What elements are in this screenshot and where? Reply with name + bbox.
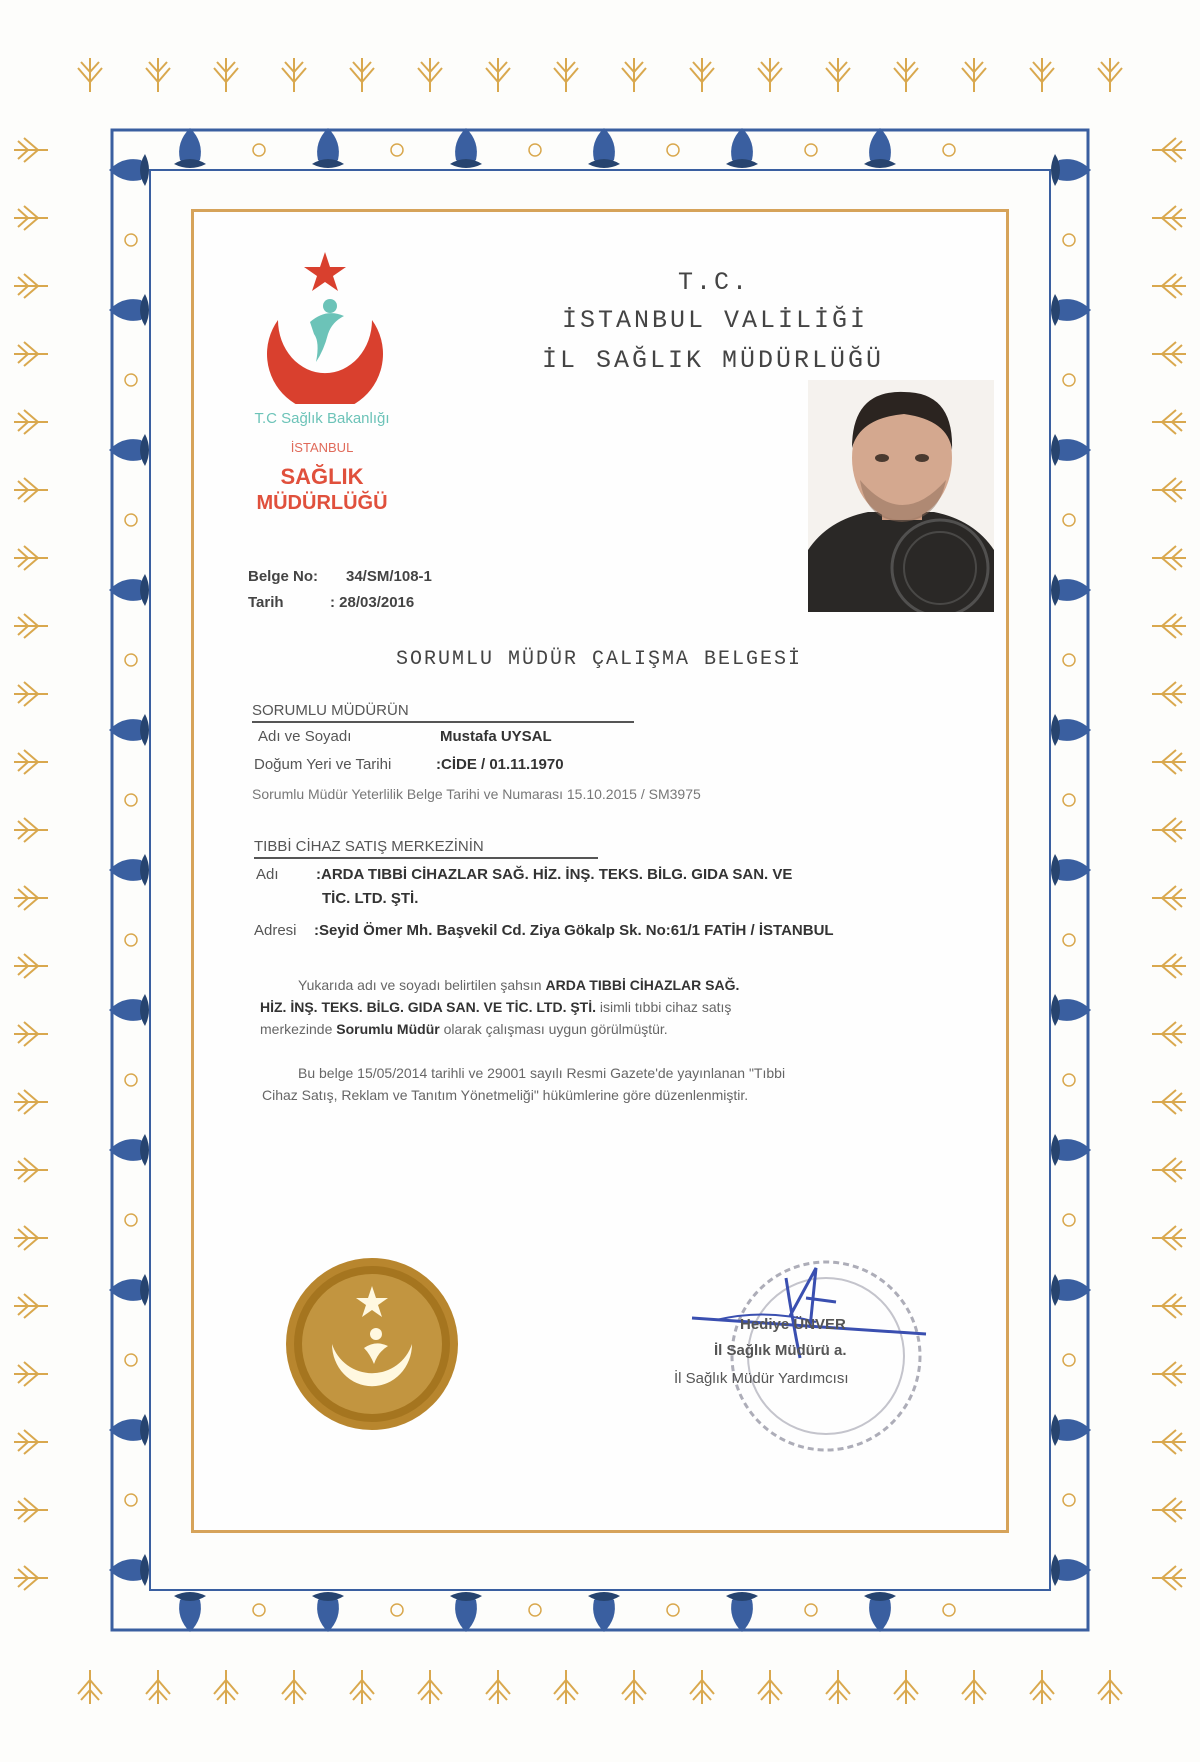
tulip-motif-icon xyxy=(1051,574,1091,606)
gold-sprig-icon xyxy=(14,1430,48,1454)
gold-sprig-icon xyxy=(14,682,48,706)
tulip-motif-icon xyxy=(312,1592,344,1632)
gold-sprig-icon xyxy=(14,1362,48,1386)
swirl-ornament-icon xyxy=(125,514,137,526)
p1-text-a: Yukarıda adı ve soyadı belirtilen şahsın xyxy=(298,977,546,993)
tulip-motif-icon xyxy=(864,1592,896,1632)
gold-sprig-icon xyxy=(690,58,714,92)
swirl-ornament-icon xyxy=(125,934,137,946)
gold-sprig-icon xyxy=(554,1670,578,1704)
gold-sprig-icon xyxy=(1152,1226,1186,1250)
gold-sprig-icon xyxy=(826,58,850,92)
gold-sprig-icon xyxy=(1152,750,1186,774)
gold-sprig-icon xyxy=(622,1670,646,1704)
gold-sprig-icon xyxy=(1152,818,1186,842)
paragraph-regulation xyxy=(262,1062,1002,1106)
signature-name: Hediye ÜNVER xyxy=(740,1316,846,1333)
header-mudurluk: İL SAĞLIK MÜDÜRLÜĞÜ xyxy=(542,346,885,375)
gold-sprig-icon xyxy=(554,58,578,92)
gold-sprig-icon xyxy=(1152,206,1186,230)
swirl-ornament-icon xyxy=(667,1604,679,1616)
gold-sprig-icon xyxy=(486,58,510,92)
gold-sprig-icon xyxy=(418,1670,442,1704)
swirl-ornament-icon xyxy=(391,144,403,156)
tulip-motif-icon xyxy=(109,434,149,466)
gold-sprig-icon xyxy=(1152,1430,1186,1454)
logo-city-text: İSTANBUL xyxy=(290,440,354,455)
tulip-motif-icon xyxy=(1051,854,1091,886)
swirl-ornament-icon xyxy=(1063,1354,1075,1366)
center-name-value-line1: :ARDA TIBBİ CİHAZLAR SAĞ. HİZ. İNŞ. TEKS. BİLG. GIDA SAN. VE xyxy=(316,866,793,883)
tulip-motif-icon xyxy=(312,128,344,168)
swirl-ornament-icon xyxy=(1063,1074,1075,1086)
gold-sprig-icon xyxy=(14,1158,48,1182)
swirl-ornament-icon xyxy=(125,1354,137,1366)
gold-sprig-icon xyxy=(758,58,782,92)
gold-sprig-icon xyxy=(1152,682,1186,706)
tulip-motif-icon xyxy=(450,1592,482,1632)
tulip-motif-icon xyxy=(1051,294,1091,326)
gold-sprig-icon xyxy=(14,954,48,978)
tulip-motif-icon xyxy=(109,294,149,326)
manager-section-heading: SORUMLU MÜDÜRÜN xyxy=(252,702,634,723)
swirl-ornament-icon xyxy=(943,1604,955,1616)
gold-sprig-icon xyxy=(14,614,48,638)
tulip-motif-icon xyxy=(109,994,149,1026)
gold-sprig-icon xyxy=(1152,614,1186,638)
tulip-motif-icon xyxy=(1051,1414,1091,1446)
swirl-ornament-icon xyxy=(125,794,137,806)
gold-sprig-icon xyxy=(14,342,48,366)
swirl-ornament-icon xyxy=(1063,1214,1075,1226)
gold-sprig-icon xyxy=(14,138,48,162)
gold-sprig-icon xyxy=(1152,1498,1186,1522)
signature-title1: İl Sağlık Müdürü a. xyxy=(714,1342,847,1359)
tulip-motif-icon xyxy=(109,574,149,606)
logo-title-line2: MÜDÜRLÜĞÜ xyxy=(256,492,388,514)
gold-sprig-icon xyxy=(418,58,442,92)
gold-sprig-icon xyxy=(14,1498,48,1522)
gold-sprig-icon xyxy=(14,818,48,842)
swirl-ornament-icon xyxy=(125,1074,137,1086)
swirl-ornament-icon xyxy=(125,654,137,666)
gold-sprig-icon xyxy=(962,58,986,92)
header-tc: T.C. xyxy=(678,268,751,297)
gold-sprig-icon xyxy=(282,1670,306,1704)
gold-sprig-icon xyxy=(214,1670,238,1704)
center-name-label: Adı xyxy=(256,866,279,883)
tulip-motif-icon xyxy=(109,1414,149,1446)
paragraph-approval xyxy=(260,974,960,1040)
tarih-value: : 28/03/2016 xyxy=(330,594,415,611)
swirl-ornament-icon xyxy=(125,1494,137,1506)
gold-sprig-icon xyxy=(1152,1022,1186,1046)
p1-role: Sorumlu Müdür xyxy=(336,1021,440,1037)
swirl-ornament-icon xyxy=(125,374,137,386)
gold-sprig-icon xyxy=(14,1090,48,1114)
gold-sprig-icon xyxy=(894,1670,918,1704)
gold-sprig-icon xyxy=(14,410,48,434)
tulip-motif-icon xyxy=(174,128,206,168)
gold-sprig-icon xyxy=(1152,954,1186,978)
swirl-ornament-icon xyxy=(1063,1494,1075,1506)
gold-sprig-icon xyxy=(1152,1566,1186,1590)
swirl-ornament-icon xyxy=(805,1604,817,1616)
gold-sprig-icon xyxy=(14,750,48,774)
gold-sprig-icon xyxy=(1152,886,1186,910)
p2-line2: Cihaz Satış, Reklam ve Tanıtım Yönetmeliği" hükümlerine göre düzenlenmiştir. xyxy=(262,1087,749,1103)
header-valilik: İSTANBUL VALİLİĞİ xyxy=(562,306,869,335)
portrait-photo xyxy=(808,380,994,612)
gold-sprig-icon xyxy=(962,1670,986,1704)
logo-title-line1: SAĞLIK xyxy=(280,464,364,489)
swirl-ornament-icon xyxy=(1063,654,1075,666)
gold-sprig-icon xyxy=(1030,1670,1054,1704)
tulip-motif-icon xyxy=(109,714,149,746)
swirl-ornament-icon xyxy=(1063,374,1075,386)
p1-company-a: ARDA TIBBİ CİHAZLAR SAĞ. xyxy=(545,977,740,993)
p1-company-b: HİZ. İNŞ. TEKS. BİLG. GIDA SAN. VE TİC. LTD. ŞTİ. xyxy=(260,999,597,1015)
manager-name-label: Adı ve Soyadı xyxy=(258,728,352,745)
tulip-motif-icon xyxy=(109,154,149,186)
tulip-motif-icon xyxy=(109,1134,149,1166)
belge-no-value: 34/SM/108-1 xyxy=(346,568,432,585)
swirl-ornament-icon xyxy=(1063,934,1075,946)
swirl-ornament-icon xyxy=(391,1604,403,1616)
gold-sprig-icon xyxy=(1152,1158,1186,1182)
tulip-motif-icon xyxy=(1051,434,1091,466)
gold-sprig-icon xyxy=(146,1670,170,1704)
crescent-star-logo-icon xyxy=(258,250,392,404)
gold-sprig-icon xyxy=(14,1226,48,1250)
center-section-heading: TIBBİ CİHAZ SATIŞ MERKEZİNİN xyxy=(254,838,598,859)
gold-sprig-icon xyxy=(894,58,918,92)
signature-title2: İl Sağlık Müdür Yardımcısı xyxy=(674,1370,849,1387)
tulip-motif-icon xyxy=(1051,1274,1091,1306)
tulip-motif-icon xyxy=(109,1554,149,1586)
tarih-label: Tarih xyxy=(248,594,284,611)
gold-sprig-icon xyxy=(350,1670,374,1704)
manager-birth-label: Doğum Yeri ve Tarihi xyxy=(254,756,392,773)
manager-name-value: Mustafa UYSAL xyxy=(440,728,552,745)
gold-sprig-icon xyxy=(1098,58,1122,92)
tulip-motif-icon xyxy=(450,128,482,168)
gold-sprig-icon xyxy=(14,886,48,910)
swirl-ornament-icon xyxy=(943,144,955,156)
gold-sprig-icon xyxy=(1152,546,1186,570)
swirl-ornament-icon xyxy=(1063,514,1075,526)
p1-text-e: merkezinde xyxy=(260,1021,337,1037)
gold-sprig-icon xyxy=(1152,1090,1186,1114)
gold-sprig-icon xyxy=(14,1022,48,1046)
swirl-ornament-icon xyxy=(805,144,817,156)
gold-sprig-icon xyxy=(78,58,102,92)
tulip-motif-icon xyxy=(726,128,758,168)
swirl-ornament-icon xyxy=(125,1214,137,1226)
swirl-ornament-icon xyxy=(667,144,679,156)
swirl-ornament-icon xyxy=(1063,234,1075,246)
gold-sprig-icon xyxy=(14,206,48,230)
swirl-ornament-icon xyxy=(253,144,265,156)
swirl-ornament-icon xyxy=(125,234,137,246)
gold-sprig-icon xyxy=(1152,478,1186,502)
tulip-motif-icon xyxy=(588,128,620,168)
logo-ministry-text: T.C Sağlık Bakanlığı xyxy=(254,410,390,427)
tulip-motif-icon xyxy=(1051,1134,1091,1166)
center-name-value-line2: TİC. LTD. ŞTİ. xyxy=(322,890,419,907)
swirl-ornament-icon xyxy=(529,144,541,156)
gold-sprig-icon xyxy=(826,1670,850,1704)
tulip-motif-icon xyxy=(726,1592,758,1632)
gold-sprig-icon xyxy=(1152,138,1186,162)
swirl-ornament-icon xyxy=(529,1604,541,1616)
tulip-motif-icon xyxy=(109,854,149,886)
document-title: SORUMLU MÜDÜR ÇALIŞMA BELGESİ xyxy=(396,648,803,671)
tulip-motif-icon xyxy=(1051,154,1091,186)
gold-sprig-icon xyxy=(14,274,48,298)
swirl-ornament-icon xyxy=(253,1604,265,1616)
tulip-motif-icon xyxy=(1051,714,1091,746)
gold-sprig-icon xyxy=(78,1670,102,1704)
tulip-motif-icon xyxy=(588,1592,620,1632)
gold-sprig-icon xyxy=(1098,1670,1122,1704)
gold-sprig-icon xyxy=(1152,1294,1186,1318)
gold-sprig-icon xyxy=(1152,342,1186,366)
gold-sprig-icon xyxy=(1152,410,1186,434)
gold-sprig-icon xyxy=(14,1294,48,1318)
gold-sprig-icon xyxy=(146,58,170,92)
tulip-motif-icon xyxy=(174,1592,206,1632)
gold-sprig-icon xyxy=(350,58,374,92)
gold-seal-icon xyxy=(284,1256,460,1432)
gold-sprig-icon xyxy=(14,546,48,570)
gold-sprig-icon xyxy=(14,478,48,502)
belge-no-label: Belge No: xyxy=(248,568,319,585)
gold-sprig-icon xyxy=(282,58,306,92)
tulip-motif-icon xyxy=(1051,994,1091,1026)
tulip-motif-icon xyxy=(1051,1554,1091,1586)
manager-qualification: Sorumlu Müdür Yeterlilik Belge Tarihi ve Numarası 15.10.2015 / SM3975 xyxy=(252,786,701,802)
gold-sprig-icon xyxy=(486,1670,510,1704)
tulip-motif-icon xyxy=(864,128,896,168)
gold-sprig-icon xyxy=(214,58,238,92)
gold-sprig-icon xyxy=(758,1670,782,1704)
gold-sprig-icon xyxy=(1152,274,1186,298)
gold-sprig-icon xyxy=(14,1566,48,1590)
manager-birth-value: :CİDE / 01.11.1970 xyxy=(436,756,564,773)
gold-sprig-icon xyxy=(622,58,646,92)
center-address-label: Adresi xyxy=(254,922,297,939)
swirl-ornament-icon xyxy=(1063,794,1075,806)
gold-sprig-icon xyxy=(1030,58,1054,92)
tulip-motif-icon xyxy=(109,1274,149,1306)
gold-sprig-icon xyxy=(1152,1362,1186,1386)
gold-sprig-icon xyxy=(690,1670,714,1704)
center-address-value: :Seyid Ömer Mh. Başvekil Cd. Ziya Gökalp Sk. No:61/1 FATİH / İSTANBUL xyxy=(314,922,834,939)
p1-text-d: isimli tıbbi cihaz satış xyxy=(596,999,732,1015)
p2-line1: Bu belge 15/05/2014 tarihli ve 29001 sayılı Resmi Gazete'de yayınlanan "Tıbbi xyxy=(298,1065,786,1081)
p1-text-g: olarak çalışması uygun görülmüştür. xyxy=(439,1021,668,1037)
